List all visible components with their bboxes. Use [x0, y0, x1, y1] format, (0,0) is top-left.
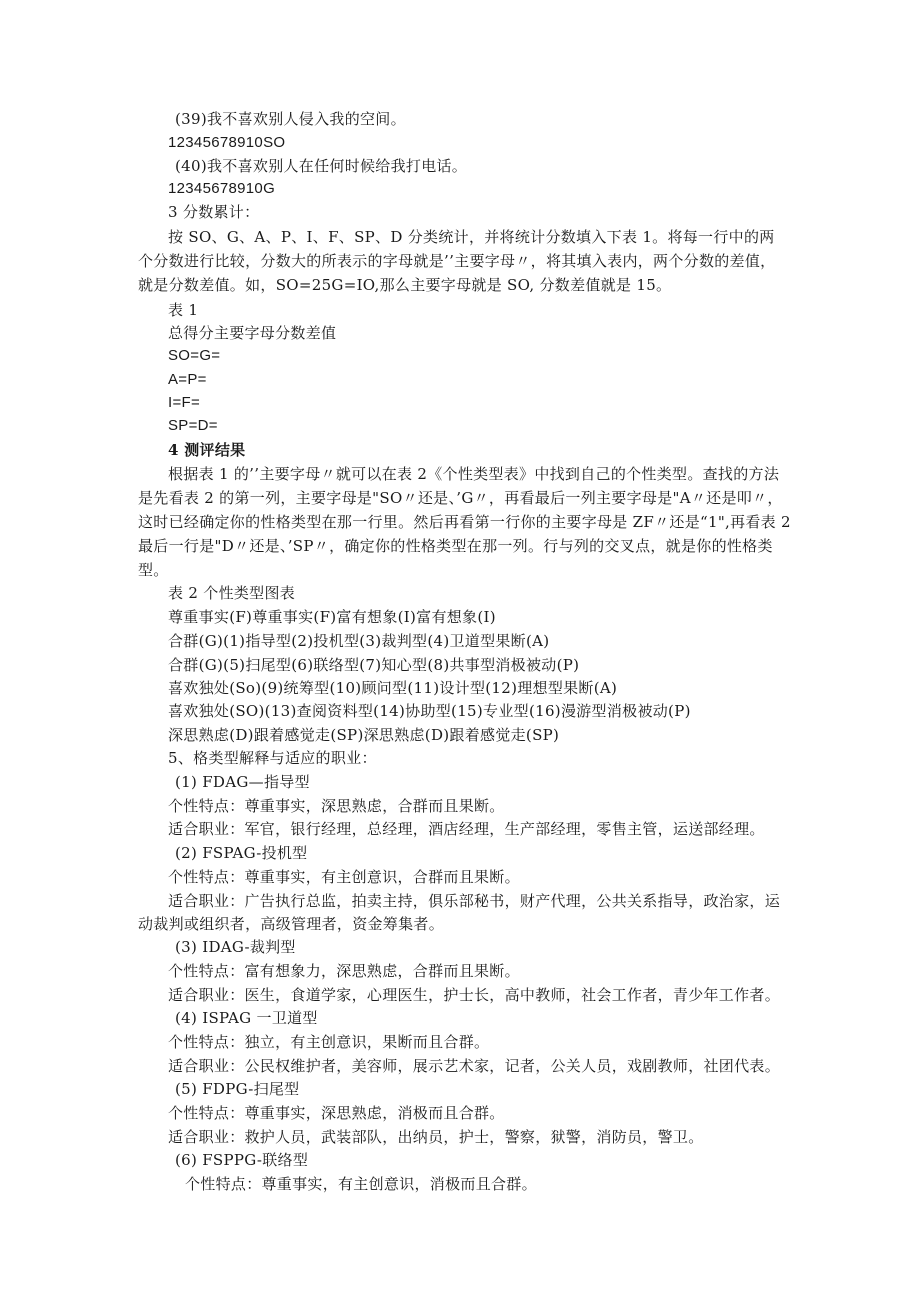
type-6-heading: (6) FSPPG-联络型	[175, 1151, 309, 1169]
table-1-row: SP=D=	[168, 417, 218, 434]
section-5-heading: 5、格类型解释与适应的职业：	[168, 749, 377, 767]
table-2-row: 喜欢独处(SO)(13)查阅资料型(14)协助型(15)专业型(16)漫游型消极被动(P)	[168, 702, 691, 720]
type-5-traits: 个性特点：尊重事实，深思熟虑，消极而且合群。	[168, 1104, 505, 1122]
table-2-row: 合群(G)(5)扫尾型(6)联络型(7)知心型(8)共事型消极被动(P)	[168, 656, 580, 674]
paragraph-line: 最后一行是"D〃还是、’SP〃，确定你的性格类型在那一列。行与列的交叉点，就是你的性格类	[138, 537, 773, 555]
paragraph-line: 是先看表 2 的第一列，主要字母是"SO〃还是、’G〃，再看最后一列主要字母是"A〃还是叩〃，	[138, 489, 783, 507]
type-5-careers: 适合职业：救护人员，武装部队，出纳员，护士，警察，狱警，消防员，警卫。	[168, 1128, 704, 1146]
table-2-row: 深思熟虑(D)跟着感觉走(SP)深思熟虑(D)跟着感觉走(SP)	[168, 726, 560, 744]
type-4-traits: 个性特点：独立，有主创意识，果断而且合群。	[168, 1033, 490, 1051]
section-3-heading: 3 分数累计：	[168, 203, 260, 221]
type-6-traits: 个性特点：尊重事实，有主创意识，消极而且合群。	[185, 1175, 537, 1193]
item-40-question: (40)我不喜欢别人在任何时候给我打电话。	[175, 157, 468, 175]
type-2-careers: 适合职业：广告执行总监，拍卖主持，俱乐部秘书，财产代理，公共关系指导，政治家，运	[168, 892, 781, 910]
table-1-header: 总得分主要字母分数差值	[168, 324, 337, 342]
table-2-label: 表 2 个性类型图表	[168, 584, 296, 602]
type-4-careers: 适合职业：公民权维护者，美容师，展示艺术家，记者，公关人员，戏剧教师，社团代表。	[168, 1057, 781, 1075]
type-1-careers: 适合职业：军官，银行经理，总经理，酒店经理，生产部经理，零售主管，运送部经理。	[168, 820, 765, 838]
table-2-row: 尊重事实(F)尊重事实(F)富有想象(I)富有想象(I)	[168, 608, 496, 626]
table-1-row: A=P=	[168, 371, 207, 388]
item-39-scale: 12345678910SO	[168, 134, 286, 151]
type-3-heading: (3) IDAG-裁判型	[175, 938, 296, 956]
type-4-heading: (4) ISPAG 一卫道型	[175, 1009, 318, 1027]
type-2-careers-cont: 动裁判或组织者，高级管理者，资金筹集者。	[138, 915, 445, 933]
type-5-heading: (5) FDPG-扫尾型	[175, 1080, 300, 1098]
paragraph-line: 型。	[138, 561, 169, 579]
table-1-label: 表 1	[168, 301, 199, 319]
section-4-heading: 4 测评结果	[168, 441, 246, 459]
table-1-row: I=F=	[168, 394, 201, 411]
paragraph-line: 这时已经确定你的性格类型在那一行里。然后再看第一行你的主要字母是 ZF〃还是“1",再看表 2	[138, 513, 791, 531]
item-40-scale: 12345678910G	[168, 180, 276, 197]
type-3-careers: 适合职业：医生，食道学家，心理医生，护士长，高中教师，社会工作者，青少年工作者。	[168, 986, 781, 1004]
paragraph-line: 根据表 1 的’’主要字母〃就可以在表 2《个性类型表》中找到自己的个性类型。查找的方法	[168, 465, 780, 483]
paragraph-line: 按 SO、G、A、P、I、F、SP、D 分类统计，并将统计分数填入下表 1。将每一行中的两	[168, 228, 775, 246]
type-1-traits: 个性特点：尊重事实，深思熟虑，合群而且果断。	[168, 797, 505, 815]
table-1-row: SO=G=	[168, 347, 221, 364]
type-2-heading: (2) FSPAG-投机型	[175, 844, 308, 862]
paragraph-line: 个分数进行比较，分数大的所表示的字母就是’’主要字母〃，将其填入表内，两个分数的差值，	[138, 252, 776, 270]
type-1-heading: (1) FDAG—指导型	[175, 773, 310, 791]
type-2-traits: 个性特点：尊重事实，有主创意识，合群而且果断。	[168, 868, 520, 886]
paragraph-line: 就是分数差值。如，SO=25G=IO,那么主要字母就是 SO, 分数差值就是 15。	[138, 276, 672, 294]
table-2-row: 合群(G)(1)指导型(2)投机型(3)裁判型(4)卫道型果断(A)	[168, 632, 550, 650]
item-39-question: (39)我不喜欢别人侵入我的空间。	[175, 110, 406, 128]
table-2-row: 喜欢独处(So)(9)统筹型(10)顾问型(11)设计型(12)理想型果断(A)	[168, 679, 618, 697]
type-3-traits: 个性特点：富有想象力，深思熟虑，合群而且果断。	[168, 962, 520, 980]
